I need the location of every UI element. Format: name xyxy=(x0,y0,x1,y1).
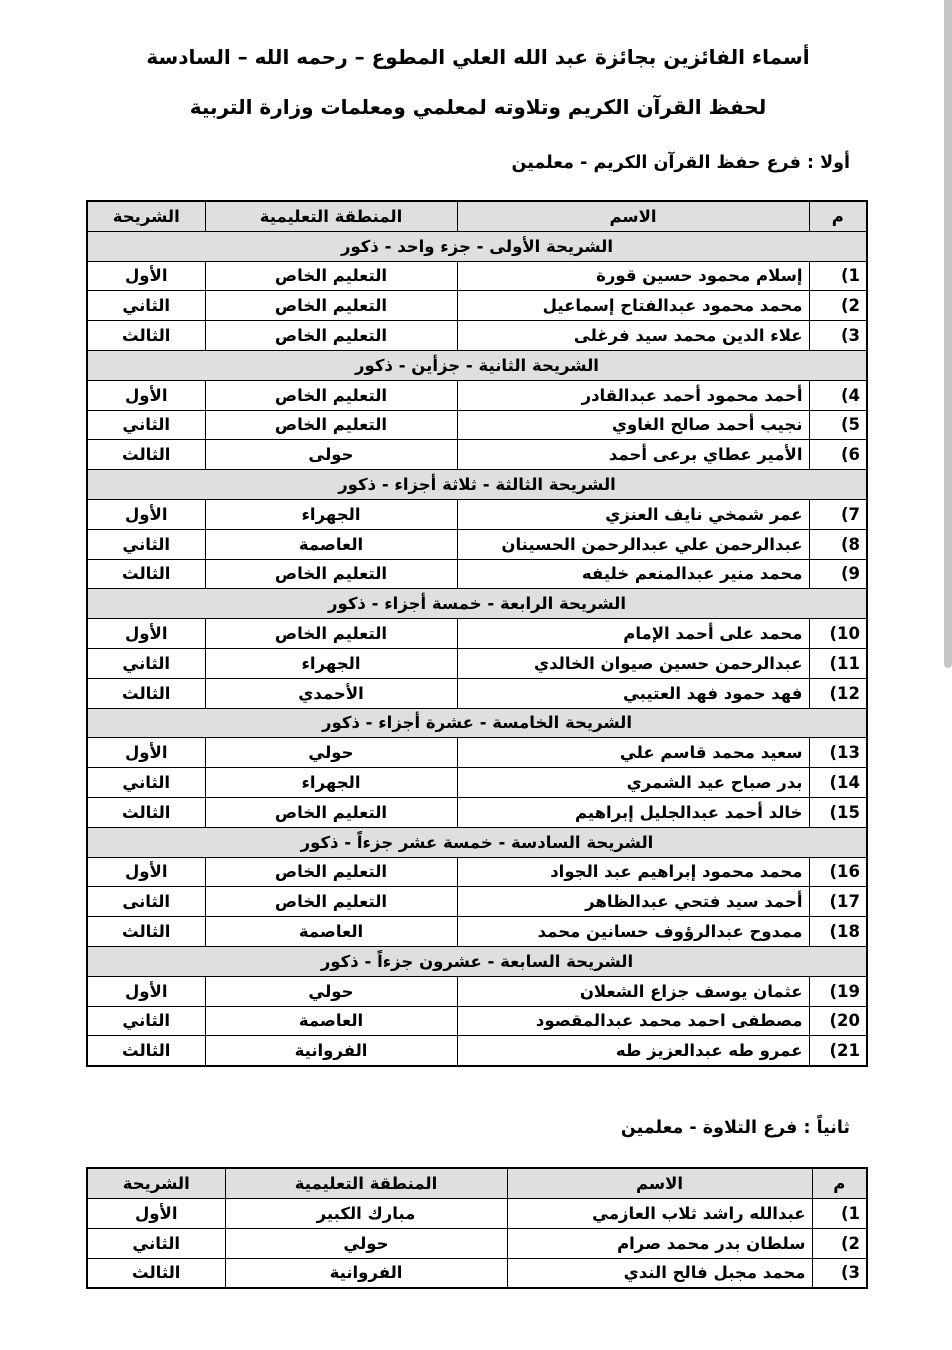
district-cell: حولي xyxy=(205,738,457,768)
winner-name-cell: بدر صباح عيد الشمري xyxy=(457,768,809,798)
table-row xyxy=(87,410,867,440)
rank-cell: الثاني xyxy=(87,1006,205,1036)
table-row xyxy=(87,291,867,321)
row-number-cell: (15 xyxy=(809,797,867,827)
group-band-row xyxy=(87,827,867,857)
district-cell: الجهراء xyxy=(205,768,457,798)
district-cell: حولي xyxy=(225,1228,507,1258)
row-number-cell: (1 xyxy=(812,1198,867,1228)
table-row xyxy=(87,976,867,1006)
section2-heading: ثانياً : فرع التلاوة - معلمين xyxy=(620,1118,850,1139)
row-number-cell: (10 xyxy=(809,619,867,649)
document-title-line2: لحفظ القرآن الكريم وتلاوته لمعلمي ومعلمات وزارة التربية xyxy=(189,95,767,119)
row-number-cell: (1 xyxy=(809,261,867,291)
table-row xyxy=(87,1228,867,1258)
rank-cell: الثالث xyxy=(87,321,205,351)
district-cell: مبارك الكبير xyxy=(225,1198,507,1228)
row-number-cell: (12 xyxy=(809,678,867,708)
winner-name-cell: عبدالرحمن حسين صيوان الخالدي xyxy=(457,648,809,678)
winner-name-cell: نجيب أحمد صالح الغاوي xyxy=(457,410,809,440)
tilawa-winners-table xyxy=(86,1167,868,1289)
group-band-title: الشريحة الثالثة - ثلاثة أجزاء - ذكور xyxy=(87,470,867,500)
winner-name-cell: أحمد سيد فتحي عبدالظاهر xyxy=(457,887,809,917)
district-cell: العاصمة xyxy=(205,1006,457,1036)
winner-name-cell: محمد منير عبدالمنعم خليفه xyxy=(457,559,809,589)
row-number-cell: (2 xyxy=(812,1228,867,1258)
row-number-cell: (8 xyxy=(809,529,867,559)
winner-name-cell: مصطفى احمد محمد عبدالمقصود xyxy=(457,1006,809,1036)
section1-heading: أولا : فرع حفظ القرآن الكريم - معلمين xyxy=(511,153,850,173)
district-cell: حولي xyxy=(205,976,457,1006)
vertical-scrollbar-thumb[interactable] xyxy=(944,0,952,668)
column-header-num: م xyxy=(809,201,867,231)
rank-cell: الأول xyxy=(87,857,205,887)
table-header-row xyxy=(87,201,867,231)
table-row xyxy=(87,529,867,559)
winner-name-cell: محمد مجبل فالح الندي xyxy=(507,1258,812,1288)
rank-cell: الثالث xyxy=(87,1036,205,1066)
table-row xyxy=(87,887,867,917)
row-number-cell: (9 xyxy=(809,559,867,589)
row-number-cell: (3 xyxy=(809,321,867,351)
table-row xyxy=(87,440,867,470)
group-band-title: الشريحة الأولى - جزء واحد - ذكور xyxy=(87,231,867,261)
table-row xyxy=(87,261,867,291)
column-header-rank: الشريحة xyxy=(87,1168,225,1198)
group-band-row xyxy=(87,589,867,619)
document-title-line1: أسماء الفائزين بجائزة عبد الله العلي المطوع – رحمه الله – السادسة xyxy=(146,45,810,69)
district-cell: التعليم الخاص xyxy=(205,261,457,291)
row-number-cell: (17 xyxy=(809,887,867,917)
table-row xyxy=(87,678,867,708)
row-number-cell: (13 xyxy=(809,738,867,768)
table-row xyxy=(87,559,867,589)
group-band-row xyxy=(87,350,867,380)
row-number-cell: (16 xyxy=(809,857,867,887)
district-cell: الفروانية xyxy=(205,1036,457,1066)
hifz-winners-table xyxy=(86,200,868,1067)
winner-name-cell: محمد على أحمد الإمام xyxy=(457,619,809,649)
group-band-title: الشريحة الثانية - جزأين - ذكور xyxy=(87,350,867,380)
table-header-row xyxy=(87,1168,867,1198)
district-cell: التعليم الخاص xyxy=(205,291,457,321)
group-band-title: الشريحة الخامسة - عشرة أجزاء - ذكور xyxy=(87,708,867,738)
table-row xyxy=(87,1198,867,1228)
winner-name-cell: عثمان يوسف جزاع الشعلان xyxy=(457,976,809,1006)
rank-cell: الثالث xyxy=(87,559,205,589)
winner-name-cell: فهد حمود فهد العتيبي xyxy=(457,678,809,708)
district-cell: التعليم الخاص xyxy=(205,797,457,827)
table-row xyxy=(87,619,867,649)
row-number-cell: (6 xyxy=(809,440,867,470)
district-cell: الجهراء xyxy=(205,648,457,678)
group-band-row xyxy=(87,708,867,738)
row-number-cell: (18 xyxy=(809,917,867,947)
group-band-title: الشريحة الرابعة - خمسة أجزاء - ذكور xyxy=(87,589,867,619)
row-number-cell: (20 xyxy=(809,1006,867,1036)
row-number-cell: (2 xyxy=(809,291,867,321)
column-header-name: الاسم xyxy=(457,201,809,231)
winner-name-cell: الأمير عطاي برعى أحمد xyxy=(457,440,809,470)
rank-cell: الثانى xyxy=(87,887,205,917)
district-cell: التعليم الخاص xyxy=(205,887,457,917)
district-cell: العاصمة xyxy=(205,917,457,947)
winner-name-cell: عمرو طه عبدالعزيز طه xyxy=(457,1036,809,1066)
winner-name-cell: خالد أحمد عبدالجليل إبراهيم xyxy=(457,797,809,827)
group-band-row xyxy=(87,231,867,261)
rank-cell: الأول xyxy=(87,499,205,529)
winner-name-cell: ممدوح عبدالرؤوف حسانين محمد xyxy=(457,917,809,947)
rank-cell: الأول xyxy=(87,976,205,1006)
winner-name-cell: سعيد محمد قاسم علي xyxy=(457,738,809,768)
row-number-cell: (7 xyxy=(809,499,867,529)
winner-name-cell: سلطان بدر محمد صرام xyxy=(507,1228,812,1258)
group-band-row xyxy=(87,470,867,500)
column-header-name: الاسم xyxy=(507,1168,812,1198)
rank-cell: الأول xyxy=(87,619,205,649)
table-row xyxy=(87,499,867,529)
rank-cell: الثاني xyxy=(87,529,205,559)
district-cell: الجهراء xyxy=(205,499,457,529)
group-band-title: الشريحة السادسة - خمسة عشر جزءاً - ذكور xyxy=(87,827,867,857)
row-number-cell: (5 xyxy=(809,410,867,440)
column-header-rank: الشريحة xyxy=(87,201,205,231)
district-cell: الفروانية xyxy=(225,1258,507,1288)
column-header-num: م xyxy=(812,1168,867,1198)
document-content xyxy=(88,0,868,1289)
district-cell: حولى xyxy=(205,440,457,470)
table-row xyxy=(87,797,867,827)
rank-cell: الثالث xyxy=(87,917,205,947)
table-row xyxy=(87,1006,867,1036)
winner-name-cell: محمد محمود إبراهيم عبد الجواد xyxy=(457,857,809,887)
rank-cell: الثاني xyxy=(87,648,205,678)
district-cell: الأحمدي xyxy=(205,678,457,708)
table-row xyxy=(87,648,867,678)
row-number-cell: (21 xyxy=(809,1036,867,1066)
column-header-district: المنطقة التعليمية xyxy=(205,201,457,231)
district-cell: العاصمة xyxy=(205,529,457,559)
row-number-cell: (3 xyxy=(812,1258,867,1288)
row-number-cell: (11 xyxy=(809,648,867,678)
rank-cell: الأول xyxy=(87,738,205,768)
winner-name-cell: عبدالرحمن علي عبدالرحمن الحسينان xyxy=(457,529,809,559)
rank-cell: الثاني xyxy=(87,410,205,440)
rank-cell: الثاني xyxy=(87,768,205,798)
rank-cell: الثالث xyxy=(87,678,205,708)
row-number-cell: (19 xyxy=(809,976,867,1006)
rank-cell: الأول xyxy=(87,1198,225,1228)
table-row xyxy=(87,857,867,887)
rank-cell: الثالث xyxy=(87,1258,225,1288)
district-cell: التعليم الخاص xyxy=(205,619,457,649)
table-row xyxy=(87,380,867,410)
district-cell: التعليم الخاص xyxy=(205,321,457,351)
district-cell: التعليم الخاص xyxy=(205,410,457,440)
rank-cell: الثالث xyxy=(87,440,205,470)
winner-name-cell: عمر شمخي نايف العنزي xyxy=(457,499,809,529)
winner-name-cell: علاء الدين محمد سيد فرغلى xyxy=(457,321,809,351)
district-cell: التعليم الخاص xyxy=(205,857,457,887)
district-cell: التعليم الخاص xyxy=(205,559,457,589)
group-band-row xyxy=(87,946,867,976)
winner-name-cell: محمد محمود عبدالفتاح إسماعيل xyxy=(457,291,809,321)
rank-cell: الثاني xyxy=(87,1228,225,1258)
row-number-cell: (4 xyxy=(809,380,867,410)
table-row xyxy=(87,1258,867,1288)
rank-cell: الثالث xyxy=(87,797,205,827)
winner-name-cell: أحمد محمود أحمد عبدالقادر xyxy=(457,380,809,410)
table-row xyxy=(87,768,867,798)
winner-name-cell: عبدالله راشد ثلاب العازمي xyxy=(507,1198,812,1228)
document-title xyxy=(88,32,868,132)
winner-name-cell: إسلام محمود حسين قورة xyxy=(457,261,809,291)
table-row xyxy=(87,917,867,947)
table-row xyxy=(87,1036,867,1066)
table-row xyxy=(87,321,867,351)
column-header-district: المنطقة التعليمية xyxy=(225,1168,507,1198)
rank-cell: الأول xyxy=(87,261,205,291)
row-number-cell: (14 xyxy=(809,768,867,798)
rank-cell: الثاني xyxy=(87,291,205,321)
rank-cell: الأول xyxy=(87,380,205,410)
table-row xyxy=(87,738,867,768)
district-cell: التعليم الخاص xyxy=(205,380,457,410)
group-band-title: الشريحة السابعة - عشرون جزءاً - ذكور xyxy=(87,946,867,976)
